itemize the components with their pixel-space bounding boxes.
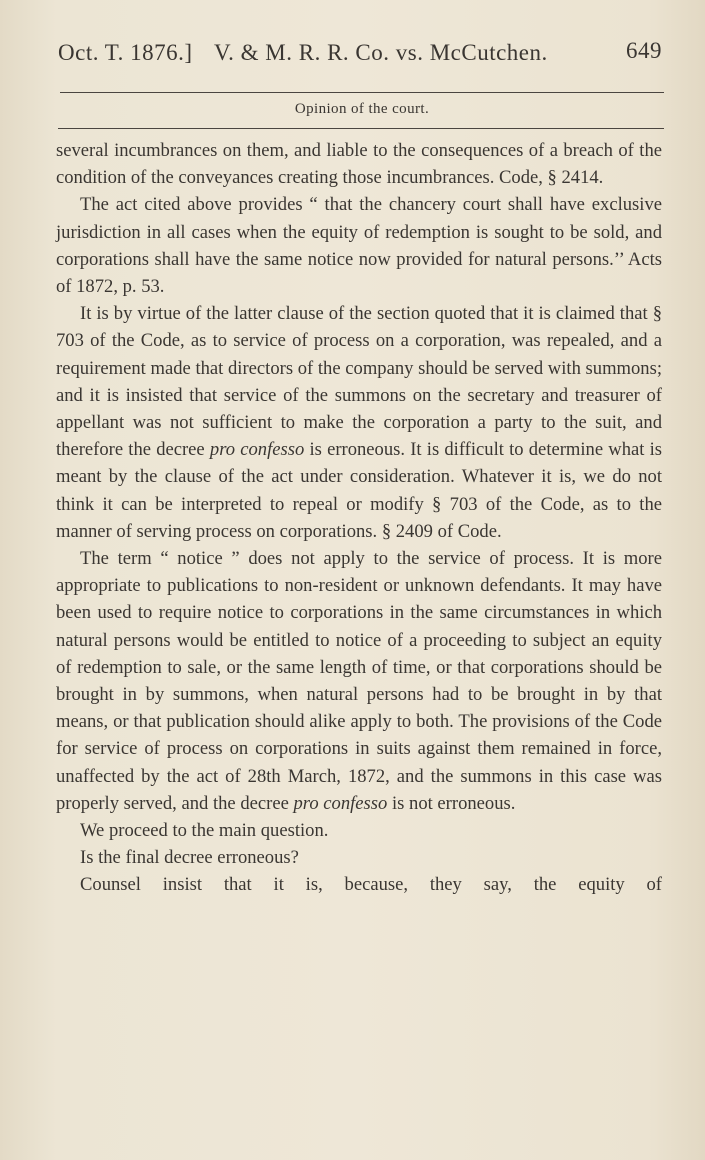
section-subheading: Opinion of the court. (294, 101, 430, 117)
opinion-text (56, 137, 662, 899)
paragraph-3-part-a: It is by virtue of the latter clause of the section quoted that it is claimed that § 703 of the Code, as to service of process on a corporation, was repealed, and a requirement made that directors of the company should be served with summons; and it is insisted that service of the summons on the secretary and treasurer of appellant was not sufficient to make the corporation a party to the suit, and therefore the decree (56, 303, 662, 461)
paragraph-3 (56, 300, 662, 545)
running-head (58, 34, 662, 74)
paragraph-4-part-b: is not erroneous. (391, 792, 516, 814)
paragraph-4-part-a: The term “ notice ” does not apply to the service of process. It is more appropriate to publications to non-resident or unknown defendants. It may have been used to require notice to corporations in the same circumstances in which natural persons would be entitled to notice of a proceeding to subject an equity of redemption to sale, or the same length of time, or that corporations should be brought in by summons, when natural persons had to be brought in by that means, or that publication should alike apply to both. The provisions of the Code for service of process on corporations in suits against them remained in force, unaffected by the act of 28th March, 1872, and the summons in this case was properly served, and the decree (56, 548, 662, 814)
pro-confesso-term: pro confesso (293, 792, 388, 814)
bottom-rule (58, 128, 664, 129)
paragraph-1: several incumbrances on them, and liable to the consequences of a breach of the condition of the conveyances creating those incumbrances. Code, § 2414. (56, 140, 662, 189)
term-label: Oct. T. 1876.] (58, 40, 193, 65)
paragraph-7: Counsel insist that it is, because, they say, the equity of (80, 874, 662, 896)
paragraph-4 (56, 545, 662, 817)
paragraph-2: The act cited above provides “ that the chancery court shall have exclusive jurisdiction in all cases when the equity of redemption is sought to be sold, and corporations shall have the same notice now provided for natural persons.’’ Acts of 1872, p. 53. (56, 194, 662, 298)
paragraph-3-part-b: is erroneous. It is difficult to determine what is meant by the clause of the act under consideration. Whatever it is, we do not think it can be interpreted to repeal or modify § 703 of the Code, as to the manner of serving process on corporations. § 2409 of Code. (56, 439, 663, 542)
paragraph-5: We proceed to the main question. (80, 820, 329, 842)
paragraph-6: Is the final decree erroneous? (80, 847, 299, 869)
page-number: 649 (626, 38, 662, 63)
case-title: V. & M. R. R. Co. vs. McCutchen. (214, 40, 548, 65)
pro-confesso-term: pro confesso (209, 439, 305, 461)
